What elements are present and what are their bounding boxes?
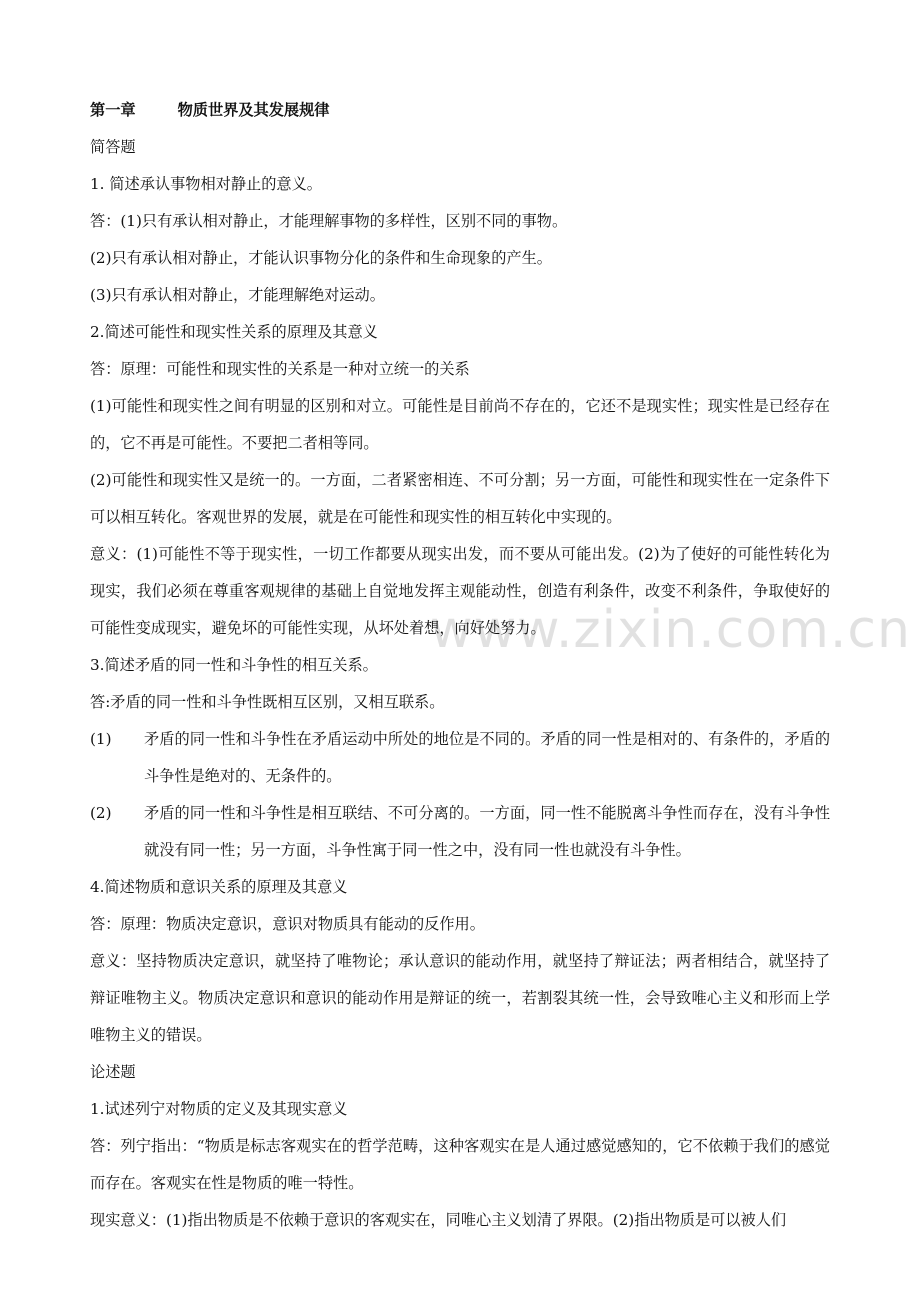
q2-point-2: (2)可能性和现实性又是统一的。一方面，二者紧密相连、不可分割；另一方面，可能性和现实性在一定条件下可以相互转化。客观世界的发展，就是在可能性和现实性的相互转化中实现的。 — [90, 471, 830, 526]
q4-meaning: 意义：坚持物质决定意识，就坚持了唯物论；承认意识的能动作用，就坚持了辩证法；两者相结合，就坚持了辩证唯物主义。物质决定意识和意识的能动作用是辩证的统一，若割裂其统一性，会导致唯心主义和形而上学唯物主义的错误。 — [90, 952, 830, 1044]
watermark: www.zixin.com.cn — [430, 600, 911, 660]
q2-point-1: (1)可能性和现实性之间有明显的区别和对立。可能性是目前尚不存在的，它还不是现实性；现实性是已经存在的，它不再是可能性。不要把二者相等同。 — [90, 397, 830, 452]
q3-item-1-number: (1) — [90, 730, 112, 748]
q2-principle: 答：原理：可能性和现实性的关系是一种对立统一的关系 — [90, 360, 470, 378]
chapter-number: 第一章 — [90, 101, 136, 119]
q2-question: 2.简述可能性和现实性关系的原理及其意义 — [90, 323, 378, 341]
q3-item-1-text: 矛盾的同一性和斗争性在矛盾运动中所处的地位是不同的。矛盾的同一性是相对的、有条件的，矛盾的斗争性是绝对的、无条件的。 — [144, 730, 830, 785]
q1-answer-1: 答：(1)只有承认相对静止，才能理解事物的多样性，区别不同的事物。 — [90, 212, 568, 230]
section-essay: 论述题 — [90, 1063, 136, 1081]
q3-item-2 — [90, 795, 830, 869]
e1-meaning: 现实意义：(1)指出物质是不依赖于意识的客观实在，同唯心主义划清了界限。(2)指出物质是可以被人们 — [90, 1211, 787, 1229]
e1-question: 1.试述列宁对物质的定义及其现实意义 — [90, 1100, 348, 1118]
q3-question: 3.简述矛盾的同一性和斗争性的相互关系。 — [90, 656, 378, 674]
section-short-answer: 简答题 — [90, 138, 136, 156]
q3-item-2-number: (2) — [90, 804, 112, 822]
chapter-title — [90, 92, 830, 129]
e1-answer: 答：列宁指出：“物质是标志客观实在的哲学范畴，这种客观实在是人通过感觉感知的，它不依赖于我们的感觉而存在。客观实在性是物质的唯一特性。 — [90, 1137, 830, 1192]
q2-meaning: 意义：(1)可能性不等于现实性，一切工作都要从现实出发，而不要从可能出发。(2)为了使好的可能性转化为现实，我们必须在尊重客观规律的基础上自觉地发挥主观能动性，创造有利条件，改变不利条件，争取使好的可能性变成现实，避免坏的可能性实现，从坏处着想，向好处努力。 — [90, 545, 830, 637]
q3-item-2-text: 矛盾的同一性和斗争性是相互联结、不可分离的。一方面，同一性不能脱离斗争性而存在，没有斗争性就没有同一性；另一方面，斗争性寓于同一性之中，没有同一性也就没有斗争性。 — [144, 804, 830, 859]
q3-item-1 — [90, 721, 830, 795]
document-page — [90, 92, 830, 1239]
q1-question: 1. 简述承认事物相对静止的意义。 — [90, 175, 322, 193]
q1-answer-3: (3)只有承认相对静止，才能理解绝对运动。 — [90, 286, 385, 304]
q3-answer: 答:矛盾的同一性和斗争性既相互区别，又相互联系。 — [90, 693, 445, 711]
chapter-name: 物质世界及其发展规律 — [177, 101, 330, 119]
q4-principle: 答：原理：物质决定意识，意识对物质具有能动的反作用。 — [90, 915, 485, 933]
q1-answer-2: (2)只有承认相对静止，才能认识事物分化的条件和生命现象的产生。 — [90, 249, 552, 267]
q4-question: 4.简述物质和意识关系的原理及其意义 — [90, 878, 348, 896]
